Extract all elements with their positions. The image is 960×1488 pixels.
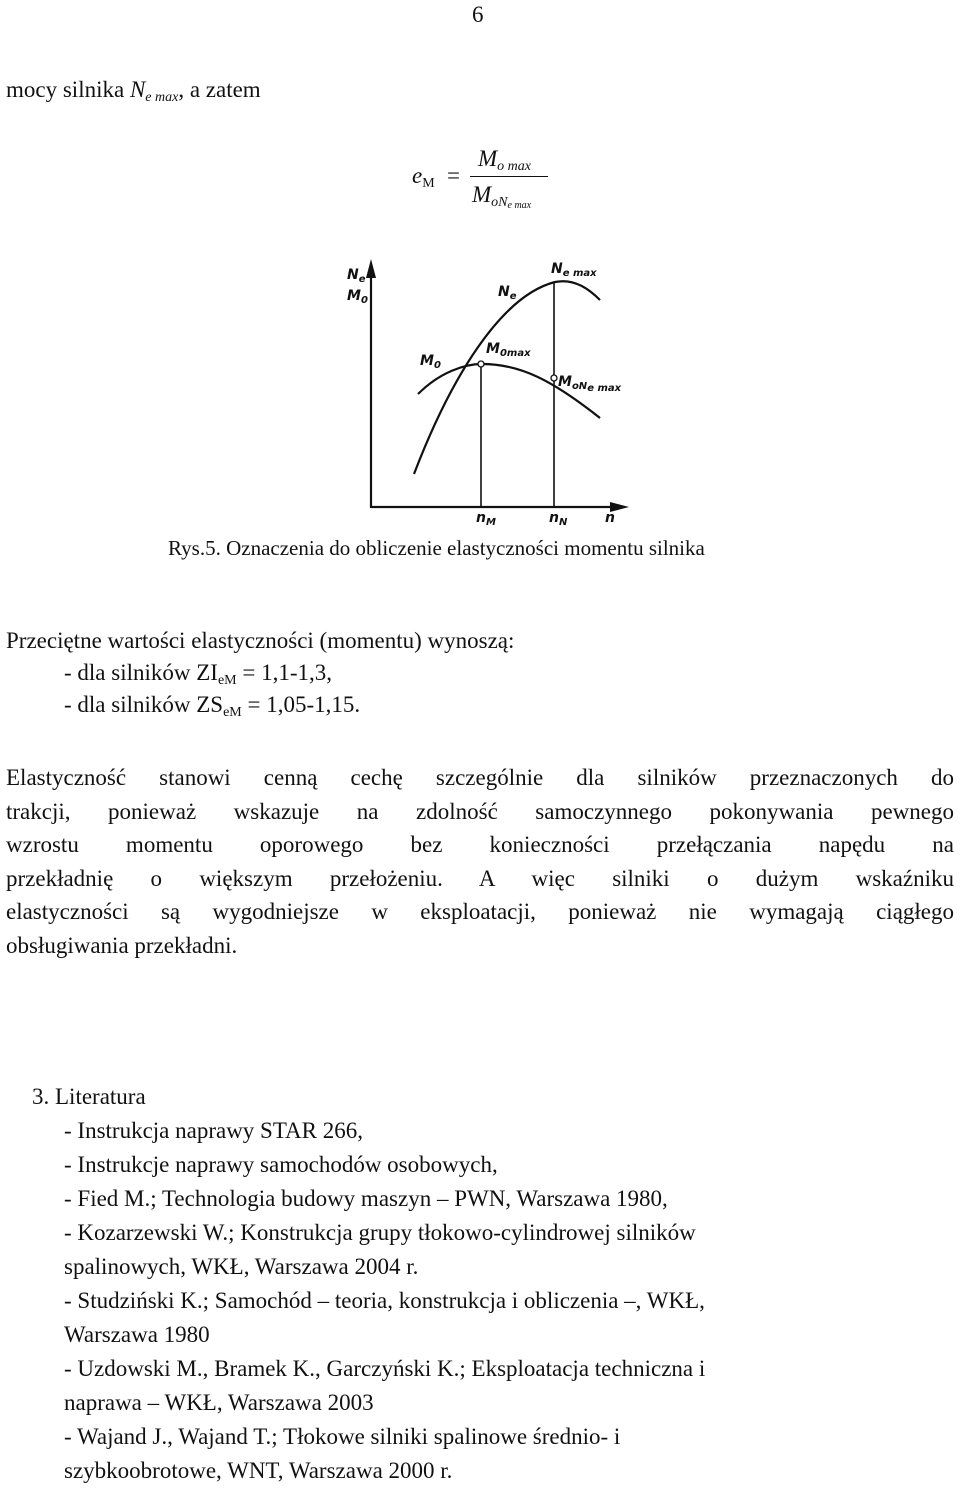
averages-zs xyxy=(64,692,360,726)
literature-line: naprawa – WKŁ, Warszawa 2003 xyxy=(64,1390,374,1415)
label-mo-axis: $M_0$ xyxy=(347,288,368,306)
paragraph-line: wzrostu momentu oporowego bez konieczności przełączania napędu na xyxy=(6,832,954,857)
power-curve xyxy=(414,281,600,474)
averages-heading: Przeciętne wartości elastyczności (momentu) wynoszą: xyxy=(6,628,515,653)
formula-num-sub: o max xyxy=(497,159,531,174)
intro-sub: e max xyxy=(145,90,179,105)
intro-line xyxy=(6,77,261,111)
paragraph-line: przekładnię o większym przełożeniu. A więc silniki o dużym wskaźniku xyxy=(6,865,954,891)
y-axis-arrow xyxy=(366,259,376,278)
literature-line: - Fied M.; Technologia budowy maszyn – PWN, Warszawa 1980, xyxy=(64,1186,668,1211)
formula-den-sub2: e max xyxy=(507,200,532,211)
mo-max-point xyxy=(478,361,484,367)
label-n-m: $n_M$ xyxy=(476,510,496,528)
label-mo-curve: $M_0$ xyxy=(420,353,441,371)
paragraph-line: trakcji, ponieważ wskazuje na zdolność samoczynnego pokonywania pewnego xyxy=(6,798,954,824)
literature-line: - Uzdowski M., Bramek K., Garczyński K.; Eksploatacja techniczna i xyxy=(64,1356,706,1381)
label-ne-axis: $N_e$ xyxy=(347,267,366,285)
formula-num-symbol: M xyxy=(478,146,498,171)
zi-suffix: = 1,1-1,3, xyxy=(236,660,333,685)
zi-prefix: - dla silników ZI xyxy=(64,660,218,685)
zi-sub: eM xyxy=(217,673,237,688)
formula-equals: = xyxy=(447,163,460,188)
intro-prefix: mocy silnika xyxy=(6,77,130,102)
formula-lhs xyxy=(412,163,435,197)
zs-prefix: - dla silników ZS xyxy=(64,692,224,717)
engine-characteristic-diagram xyxy=(330,250,650,530)
mone-max-point xyxy=(551,375,557,381)
literature-line: - Instrukcje naprawy samochodów osobowych, xyxy=(64,1152,498,1177)
label-mone-max: $M_{oN}e$ max xyxy=(558,374,622,394)
literature-line: - Kozarzewski W.; Konstrukcja grupy tłokowo-cylindrowej silników xyxy=(64,1220,696,1245)
intro-symbol: N xyxy=(129,77,146,102)
fraction-bar xyxy=(470,176,548,177)
literature-line: - Wajand J., Wajand T.; Tłokowe silniki spalinowe średnio- i xyxy=(64,1424,621,1449)
intro-suffix: , a zatem xyxy=(178,77,261,102)
averages-zi xyxy=(64,660,332,694)
label-ne-curve: $N_e$ xyxy=(498,284,517,302)
paragraph-line: Elastyczność stanowi cenną cechę szczególnie dla silników przeznaczonych do xyxy=(6,765,954,790)
literature-line: szybkoobrotowe, WNT, Warszawa 2000 r. xyxy=(64,1458,453,1483)
formula-lhs-sub: M xyxy=(422,176,435,191)
formula-den-sub1: oN xyxy=(491,195,508,210)
literature-heading: 3. Literatura xyxy=(32,1084,146,1109)
formula-den-symbol: M xyxy=(472,182,492,207)
formula-lhs-symbol: e xyxy=(412,163,423,188)
label-n-n: $n_N$ xyxy=(549,510,568,528)
literature-line: spalinowych, WKŁ, Warszawa 2004 r. xyxy=(64,1254,419,1279)
label-n: n xyxy=(605,510,615,526)
label-ne-max: $N_{e max}$ xyxy=(551,261,597,279)
elasticity-paragraph xyxy=(6,761,954,962)
zs-suffix: = 1,05-1,15. xyxy=(241,692,361,717)
paragraph-line: elastyczności są wygodniejsze w eksploatacji, ponieważ nie wymagają ciągłego xyxy=(6,899,954,924)
literature-line: - Instrukcja naprawy STAR 266, xyxy=(64,1118,364,1143)
formula-numerator xyxy=(478,146,531,180)
paragraph-line: obsługiwania przekładni. xyxy=(6,932,238,958)
zs-sub: eM xyxy=(223,705,242,720)
literature-line: - Studziński K.; Samochód – teoria, konstrukcja i obliczenia –, WKŁ, xyxy=(64,1288,705,1313)
formula-denominator xyxy=(472,182,531,219)
literature-line: Warszawa 1980 xyxy=(64,1322,210,1347)
label-mo-max: $M_{0max}$ xyxy=(486,341,531,359)
page-number: 6 xyxy=(472,2,484,27)
figure-caption: Rys.5. Oznaczenia do obliczenie elastyczności momentu silnika xyxy=(168,536,705,560)
